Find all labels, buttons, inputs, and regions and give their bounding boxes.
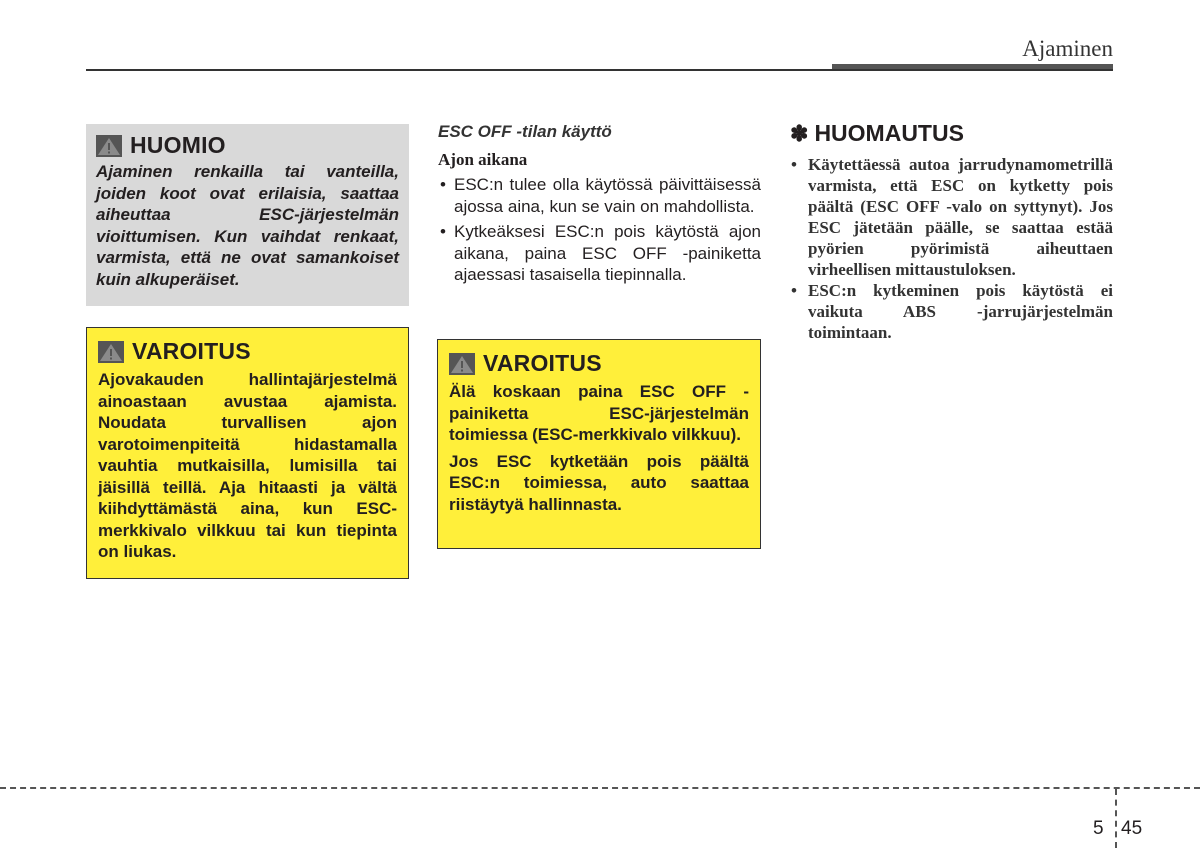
warning-text-middle-1: Älä koskaan paina ESC OFF -painiketta ESC-järjestelmän toimiessa (ESC-merkkivalo vilkkuu). [449, 382, 749, 444]
footer-rule [0, 787, 1200, 789]
caution-text: Ajaminen renkailla tai vanteilla, joiden koot ovat erilaisia, saattaa aiheuttaa ESC-järjestelmän vioittumisen. Kun vaihdat renkaat, varmista, että ne ovat samankoiset kuin alkuperäiset. [96, 162, 399, 289]
warning-title-left: VAROITUS [132, 338, 251, 364]
bullet-list [438, 174, 761, 290]
note-star-icon: ✽ [790, 120, 809, 146]
warning-title-middle: VAROITUS [483, 350, 602, 376]
warning-title-row-left [98, 338, 397, 365]
note-text: Käytettäessä autoa jarrudynamometrillä varmista, että ESC on kytketty pois päältä (ESC OFF -valo on syttynyt). Jos ESC jätetään päälle, se saattaa estää pyörien pyörimistä aiheuttaen virheellisen mittaustuloksen. [808, 155, 1113, 279]
running-title: Ajaminen [1022, 36, 1113, 61]
note-title: HUOMAUTUS [814, 120, 964, 146]
chapter-number: 5 [1093, 818, 1104, 839]
list-item: • ESC:n tulee olla käytössä päivittäisessä ajossa aina, kun se vain on mahdollista. [440, 175, 761, 216]
section-heading: ESC OFF -tilan käyttö [438, 122, 612, 141]
note-list [790, 154, 1113, 343]
caution-box [86, 124, 409, 306]
list-item: • ESC:n kytkeminen pois käytöstä ei vaikuta ABS -jarrujärjestelmän toimintaan. [791, 281, 1113, 342]
warning-text-left: Ajovakauden hallintajärjestelmä ainoastaan avustaa ajamista. Noudata turvallisen ajon varotoimenpiteitä hidastamalla vauhtia mutkaisilla, lumisilla tai jäisillä teillä. Aja hitaasti ja vältä kiihdyttämästä aina, kun ESC-merkkivalo vilkkuu tai kun tiepinta on liukas. [98, 370, 397, 561]
list-item: • Kytkeäksesi ESC:n pois käytöstä ajon aikana, paina ESC OFF -painiketta ajaessasi tasaisella tiepinnalla. [440, 222, 761, 284]
bullet-text: ESC:n tulee olla käytössä päivittäisessä ajossa aina, kun se vain on mahdollista. [454, 175, 761, 216]
page-number: 45 [1121, 818, 1143, 839]
footer-divider [1115, 789, 1117, 848]
warning-icon [98, 341, 124, 363]
note-text: ESC:n kytkeminen pois käytöstä ei vaikuta ABS -jarrujärjestelmän toimintaan. [808, 281, 1113, 342]
note-title-row [790, 120, 964, 147]
warning-icon [96, 135, 122, 157]
warning-box-middle [437, 339, 761, 549]
caution-title: HUOMIO [130, 132, 226, 158]
warning-box-left [86, 327, 409, 579]
bullet-text: Kytkeäksesi ESC:n pois käytöstä ajon aikana, paina ESC OFF -painiketta ajaessasi tasaisella tiepinnalla. [454, 222, 761, 284]
subheading: Ajon aikana [438, 150, 528, 169]
warning-icon [449, 353, 475, 375]
warning-text-middle-2: Jos ESC kytketään pois päältä ESC:n toimiessa, auto saattaa riistäytyä hallinnasta. [449, 451, 749, 514]
warning-title-row-middle [449, 350, 749, 377]
list-item: • Käytettäessä autoa jarrudynamometrillä varmista, että ESC on kytketty pois päältä (ESC OFF -valo on syttynyt). Jos ESC jätetään päälle, se saattaa estää pyörien pyörimistä aiheuttaen virheellisen mittaustuloksen. [791, 155, 1113, 279]
caution-title-row [96, 132, 399, 159]
header-rule [86, 69, 1113, 71]
